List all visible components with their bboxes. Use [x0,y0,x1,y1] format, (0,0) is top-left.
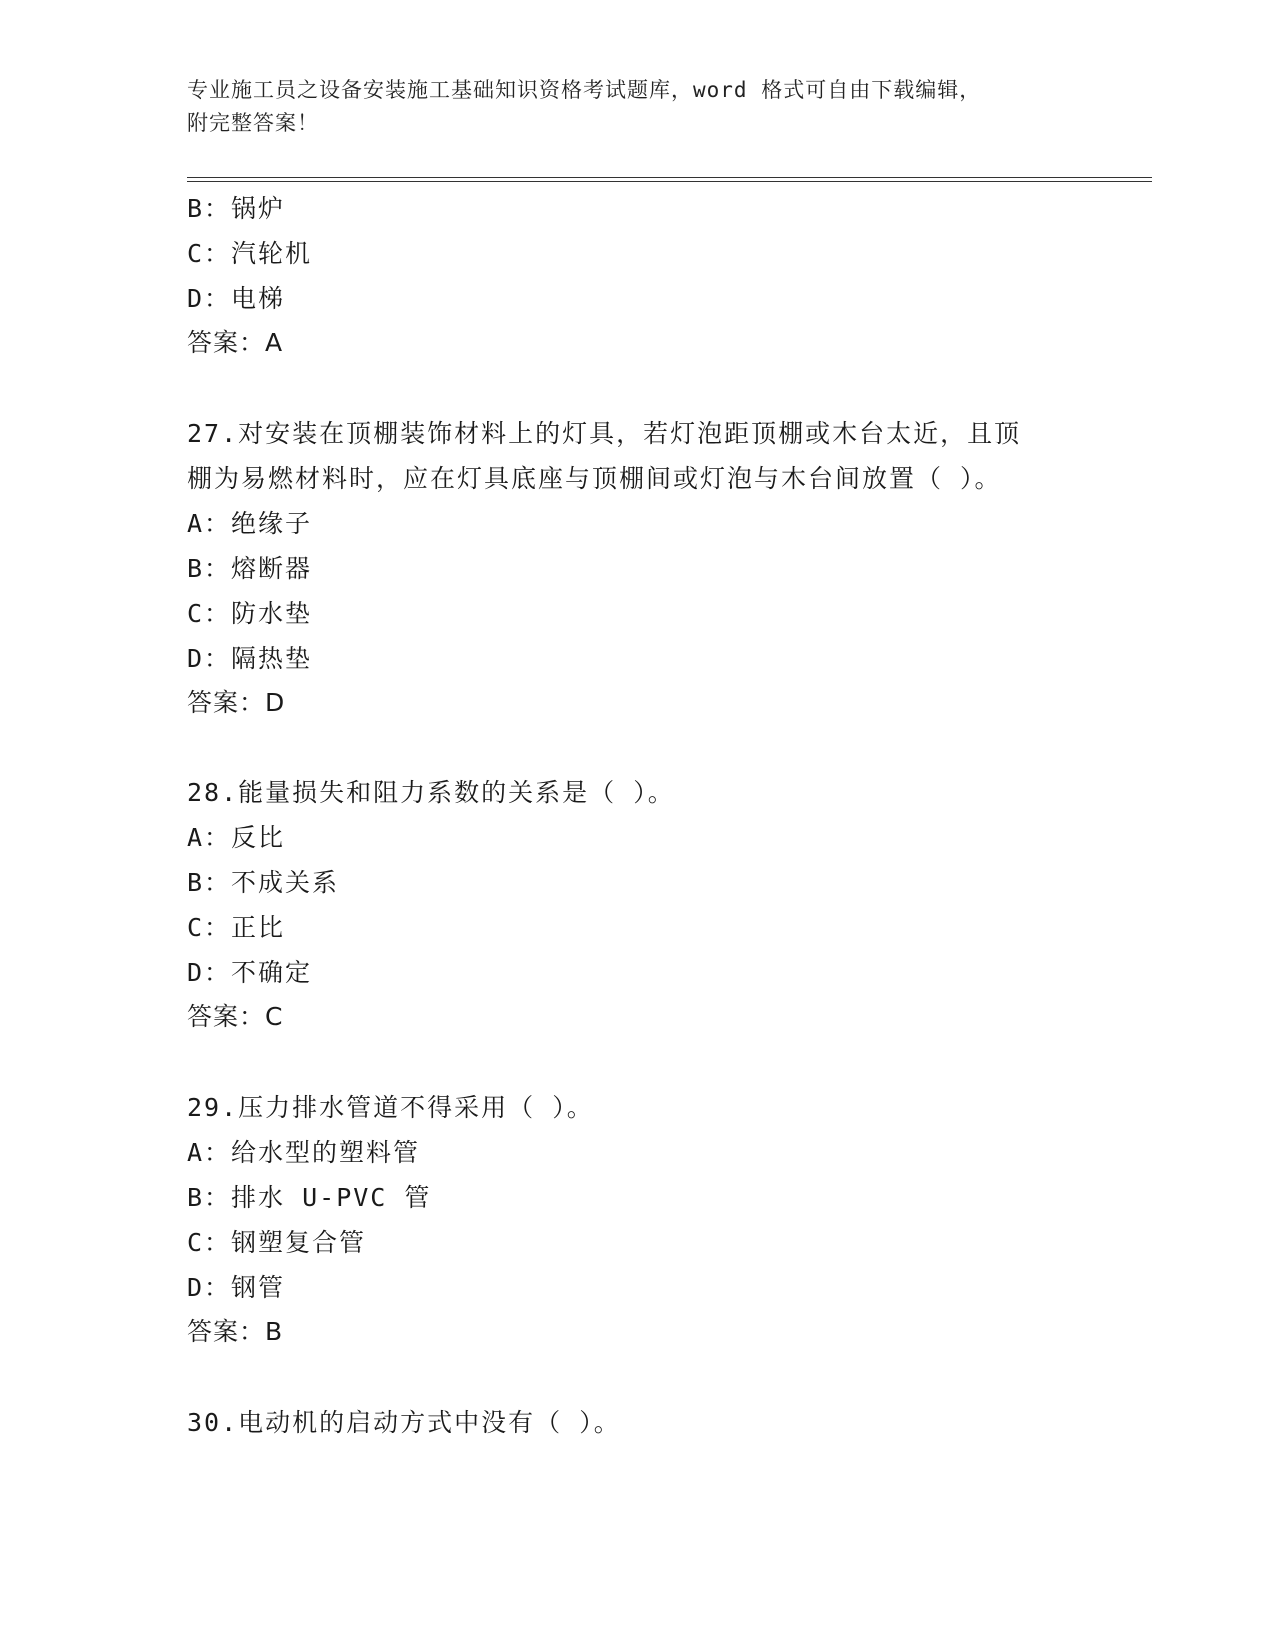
question-29-option-b: B：排水 U-PVC 管 [187,1183,432,1212]
question-30-stem: 30.电动机的启动方式中没有（ ）。 [187,1408,621,1437]
question-27-option-a: A：绝缘子 [187,509,313,538]
question-27-stem-line-2: 棚为易燃材料时，应在灯具底座与顶棚间或灯泡与木台间放置（ ）。 [187,464,1002,493]
question-27-option-c: C：防水垫 [187,599,313,628]
header-divider-top [187,177,1152,178]
question-28-option-c: C：正比 [187,913,286,942]
answer: 答案：A [187,328,284,357]
question-29-option-a: A：给水型的塑料管 [187,1138,421,1167]
header-title-line-1: 专业施工员之设备安装施工基础知识资格考试题库，word 格式可自由下载编辑， [187,78,982,102]
question-29-option-c: C：钢塑复合管 [187,1228,367,1257]
document-header [187,74,1087,140]
option-c: C：汽轮机 [187,239,313,268]
question-29-option-d: D：钢管 [187,1273,286,1302]
question-27-option-d: D：隔热垫 [187,644,313,673]
option-b: B：锅炉 [187,194,286,223]
header-divider-bottom [187,181,1152,182]
question-28-stem: 28.能量损失和阻力系数的关系是（ ）。 [187,778,675,807]
question-28-answer: 答案：C [187,1002,284,1031]
option-d: D：电梯 [187,284,286,313]
question-28-option-b: B：不成关系 [187,868,340,897]
question-28-option-d: D：不确定 [187,958,313,987]
question-27-stem-line-1: 27.对安装在顶棚装饰材料上的灯具，若灯泡距顶棚或木台太近，且顶 [187,419,1022,448]
question-28-option-a: A：反比 [187,823,286,852]
question-27-answer: 答案：D [187,688,286,717]
question-27-option-b: B：熔断器 [187,554,313,583]
question-29-answer: 答案：B [187,1317,284,1346]
header-title-line-2: 附完整答案！ [187,111,319,135]
question-29-stem: 29.压力排水管道不得采用（ ）。 [187,1093,594,1122]
